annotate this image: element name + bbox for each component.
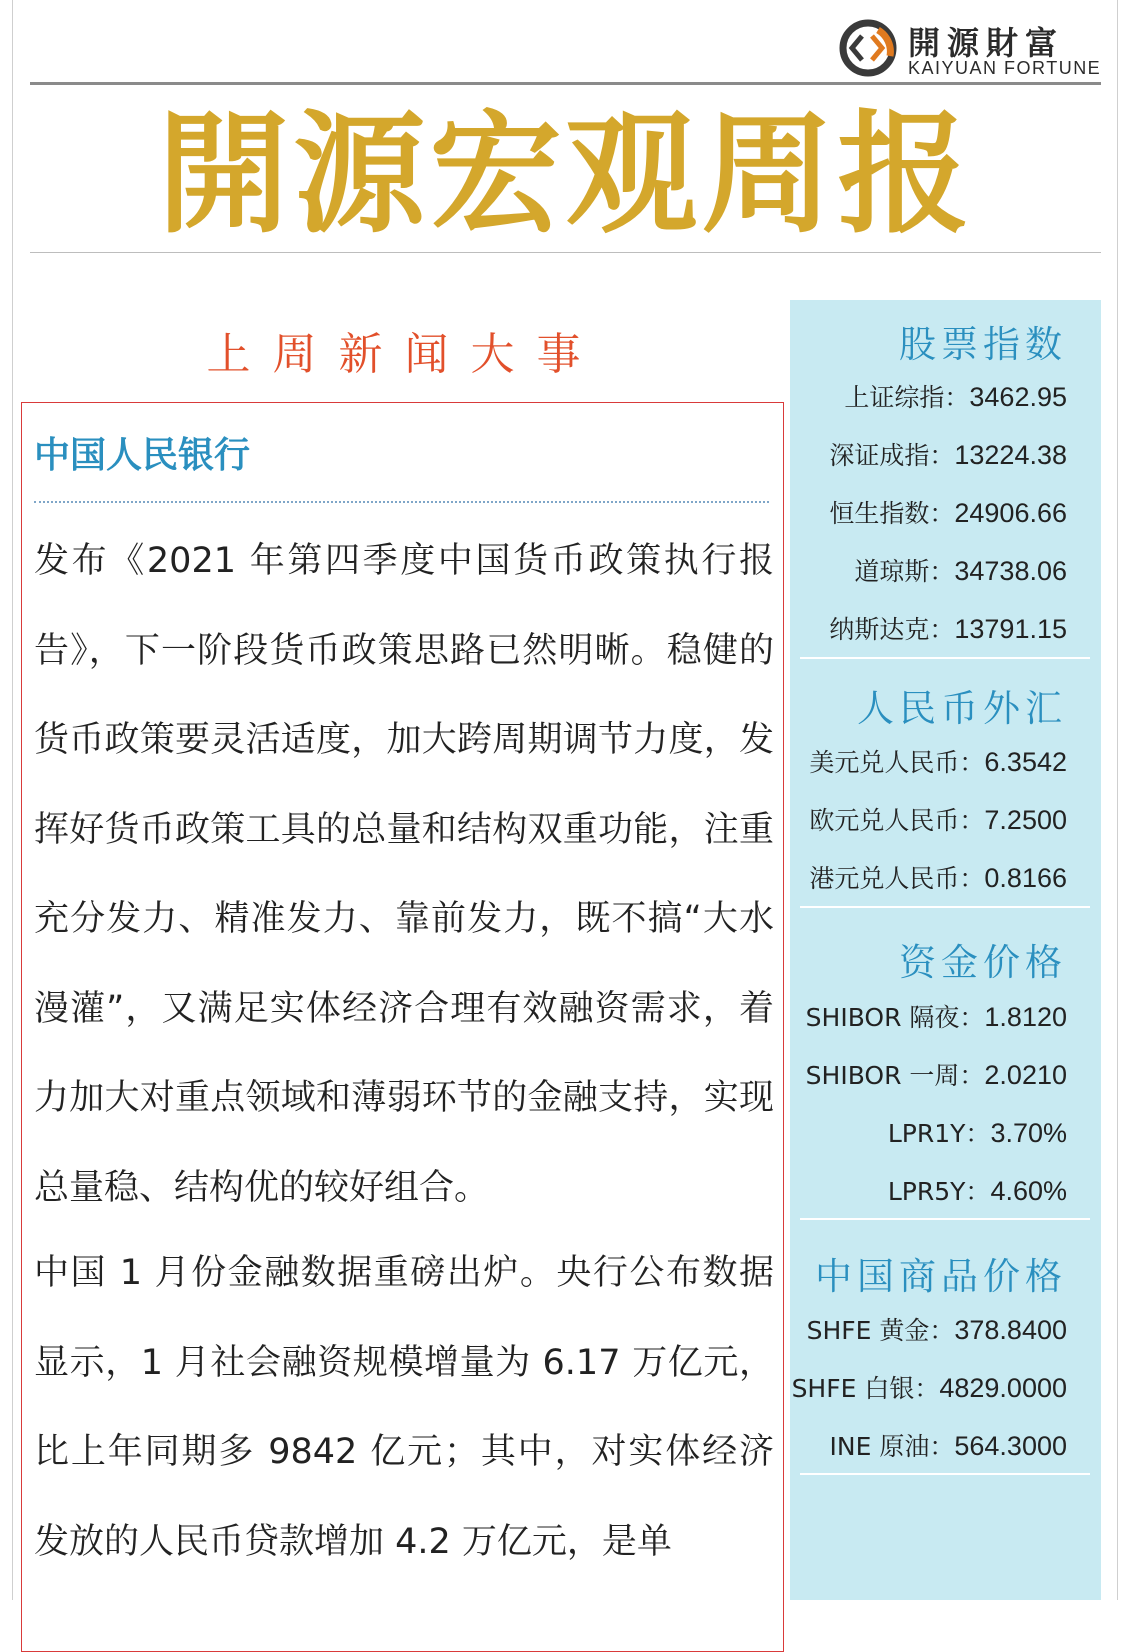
funding-row (767, 1056, 1067, 1092)
funding-row (767, 1114, 1067, 1150)
row-label: SHIBOR 一周： (805, 1061, 985, 1090)
sidebar-divider (800, 1218, 1090, 1220)
fx-row (767, 743, 1067, 779)
title-divider (30, 252, 1101, 253)
row-label: 纳斯达克： (829, 615, 955, 644)
logo-english-name: KAIYUAN FORTUNE (908, 58, 1102, 78)
row-label: INE 原油： (829, 1432, 955, 1461)
row-label: 恒生指数： (829, 499, 955, 528)
page-title: 開源宏观周报 (157, 98, 974, 252)
news-org-title: 中国人民银行 (34, 435, 251, 476)
row-label: SHFE 黄金： (806, 1316, 955, 1345)
row-label: LPR1Y： (887, 1119, 991, 1148)
sidebar-divider (800, 906, 1090, 908)
row-label: SHFE 白银： (791, 1374, 940, 1403)
row-value: 4829.0000 (939, 1373, 1067, 1403)
stock-index-row (767, 378, 1067, 414)
market-sidebar (790, 300, 1101, 1600)
sidebar-divider (800, 657, 1090, 659)
logo-chinese-name: 開源財富 (908, 24, 1065, 62)
row-label: 欧元兑人民币： (809, 806, 985, 835)
header-divider (30, 82, 1101, 85)
dotted-divider (34, 501, 769, 503)
row-label: SHIBOR 隔夜： (805, 1003, 985, 1032)
row-value: 2.0210 (984, 1060, 1067, 1090)
sidebar-divider (800, 1473, 1090, 1475)
news-panel (21, 402, 784, 1652)
row-label: 深证成指： (829, 441, 955, 470)
commodity-price-heading: 中国商品价格 (815, 1255, 1067, 1298)
row-value: 564.3000 (954, 1431, 1067, 1461)
stock-index-row (767, 436, 1067, 472)
kaiyuan-logo-icon (838, 18, 898, 78)
funding-price-heading: 资金价格 (899, 941, 1067, 984)
row-label: 港元兑人民币： (809, 864, 985, 893)
row-value: 4.60% (990, 1176, 1067, 1206)
news-paragraph-1: 发布《2021 年第四季度中国货币政策执行报告》，下一阶段货币政策思路已然明晰。稳健的货币政策要灵活适度，加大跨周期调节力度，发挥好货币政策工具的总量和结构双重功能，注重充分发力、精准发力、靠前发力，既不搞“大水漫灌”，又满足实体经济合理有效融资需求，着力加大对重点领域和薄弱环节的金融支持，实现总量稳、结构优的较好组合。 (34, 541, 774, 1208)
row-value: 6.3542 (984, 747, 1067, 777)
stock-index-heading: 股票指数 (899, 323, 1067, 366)
row-value: 34738.06 (954, 556, 1067, 586)
row-value: 1.8120 (984, 1002, 1067, 1032)
row-value: 378.8400 (954, 1315, 1067, 1345)
commodity-row (767, 1311, 1067, 1347)
row-value: 7.2500 (984, 805, 1067, 835)
commodity-row (767, 1369, 1067, 1405)
row-value: 24906.66 (954, 498, 1067, 528)
funding-row (767, 1172, 1067, 1208)
commodity-row (767, 1427, 1067, 1463)
row-value: 3462.95 (969, 382, 1067, 412)
news-paragraph-2: 中国 1 月份金融数据重磅出炉。央行公布数据显示，1 月社会融资规模增量为 6.17 万亿元，比上年同期多 9842 亿元；其中，对实体经济发放的人民币贷款增加 4.2 万亿元，是单 (34, 1253, 774, 1562)
rmb-fx-heading: 人民币外汇 (857, 687, 1067, 730)
row-label: 美元兑人民币： (809, 748, 985, 777)
row-label: LPR5Y： (887, 1177, 991, 1206)
brand-logo (838, 16, 1108, 80)
row-label: 道琼斯： (854, 557, 955, 586)
stock-index-row (767, 552, 1067, 588)
row-value: 13224.38 (954, 440, 1067, 470)
row-value: 13791.15 (954, 614, 1067, 644)
funding-row (767, 998, 1067, 1034)
fx-row (767, 801, 1067, 837)
news-section-heading: 上周新闻大事 (206, 329, 603, 380)
row-label: 上证综指： (844, 383, 970, 412)
row-value: 3.70% (990, 1118, 1067, 1148)
stock-index-row (767, 610, 1067, 646)
stock-index-row (767, 494, 1067, 530)
row-value: 0.8166 (984, 863, 1067, 893)
fx-row (767, 859, 1067, 895)
